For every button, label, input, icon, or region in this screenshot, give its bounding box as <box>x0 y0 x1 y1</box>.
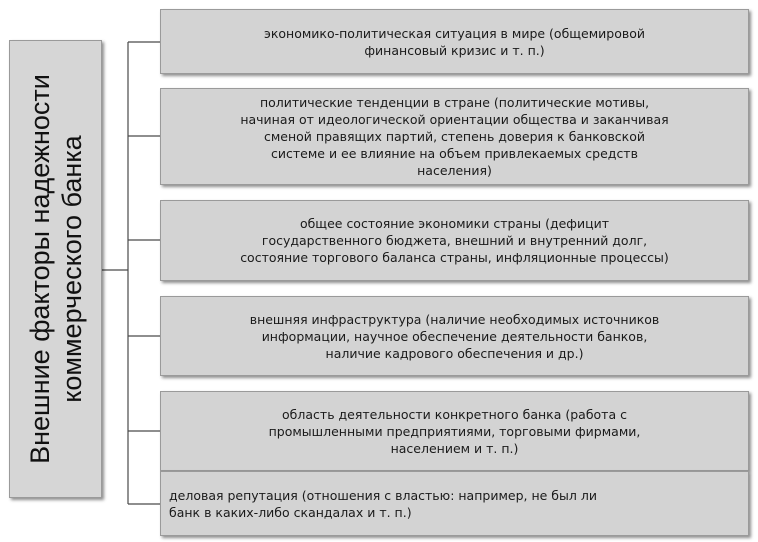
factor-text-economy-state: общее состояние экономики страны (дефицит государственного бюджета, внешний и внутренний долг, состояние торгового баланса страны, инфляционные процессы) <box>240 216 669 265</box>
factor-text-infrastructure: внешняя инфраструктура (наличие необходимых источников информации, научное обеспечение деятельности банков, наличие кадрового обеспечения и др.) <box>249 311 660 361</box>
main-category-title: Внешние факторы надежности коммерческого банка <box>24 74 87 464</box>
factor-text-political-tendencies: политические тенденции в стране (политические мотивы, начиная от идеологической ориентации общества и заканчивая сменой правящих партий, степень доверия к банковской системе и ее влияние на объем привлекаемых средств населения) <box>240 95 669 178</box>
factor-box-infrastructure <box>160 296 749 376</box>
factor-box-reputation <box>160 471 749 536</box>
factor-text-world-situation: экономико-политическая ситуация в мире (общемировой финансовый кризис и т. п.) <box>263 25 646 58</box>
main-category-box <box>9 40 102 498</box>
factor-box-economy-state <box>160 200 749 281</box>
factor-text-activity-area: область деятельности конкретного банка (работа с промышленными предприятиями, торговыми фирмами, населением и т. п.) <box>268 406 641 456</box>
factor-box-world-situation <box>160 9 749 74</box>
factor-box-activity-area <box>160 391 749 471</box>
factor-text-reputation: деловая репутация (отношения с властью: например, не был ли банк в каких-либо скандалах и т. п.) <box>169 487 597 520</box>
factor-box-political-tendencies <box>160 88 749 185</box>
